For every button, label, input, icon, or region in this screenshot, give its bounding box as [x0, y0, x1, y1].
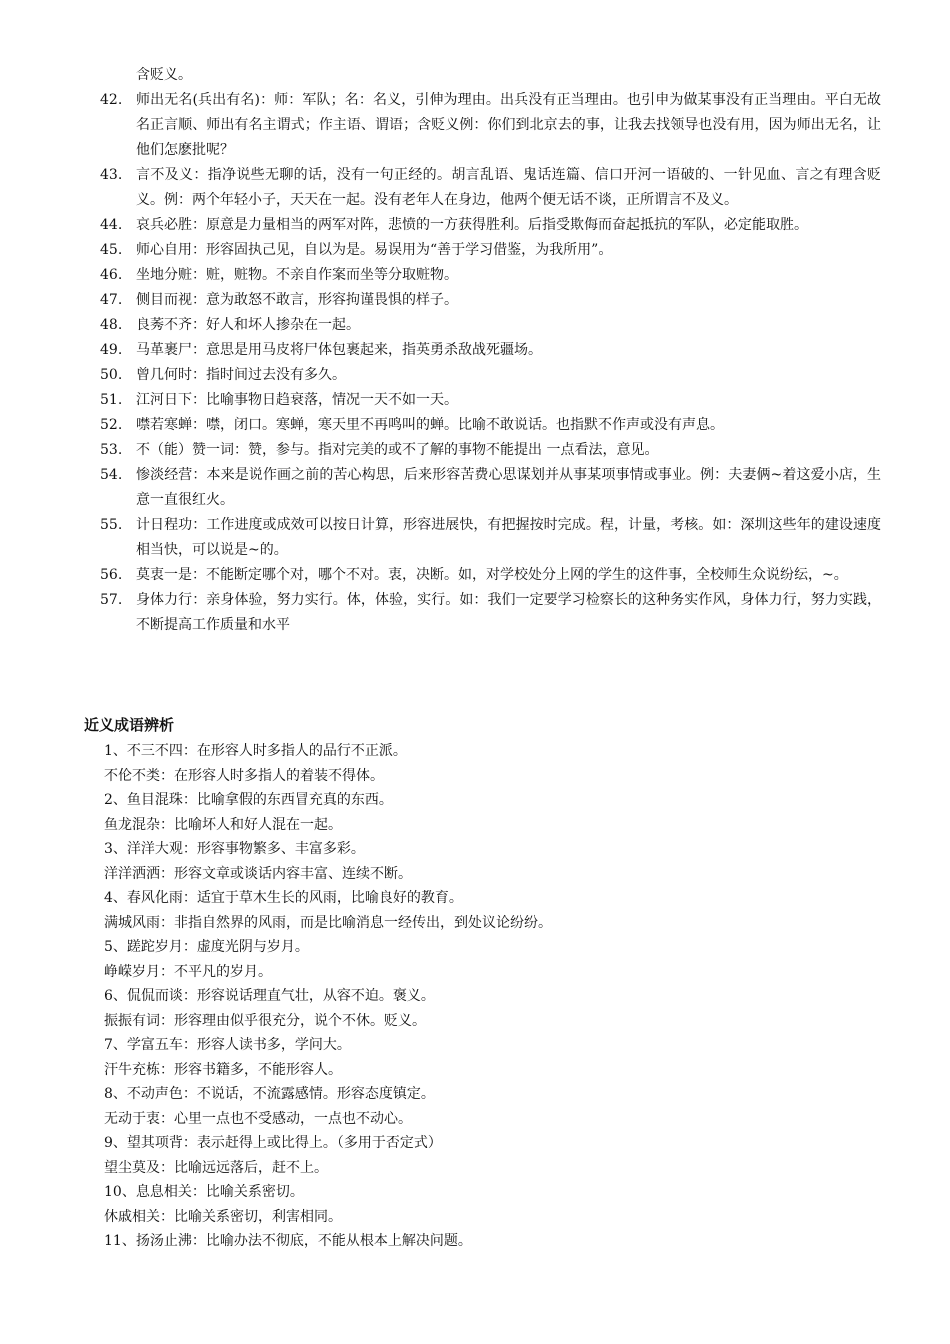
- entry-text: 惨淡经营：本来是说作画之前的苦心构思，后来形容苦费心思谋划并从事某项事情或事业。例：夫妻俩~着这爱小店，生意一直很红火。: [136, 467, 881, 508]
- entry-text: 莫衷一是：不能断定哪个对，哪个不对。衷，决断。如，对学校处分上网的学生的这件事，全校师生众说纷纭，~。: [136, 567, 848, 583]
- entry-text: 言不及义：指净说些无聊的话，没有一句正经的。胡言乱语、鬼话连篇、信口开河一语破的、一针见血、言之有理含贬义。例：两个年轻小子，天天在一起。没有老年人在身边，他两个便无话不谈，正所谓言不及义。: [136, 167, 881, 208]
- list-item: 满城风雨：非指自然界的风雨，而是比喻消息一经传出，到处议论纷纷。: [104, 914, 552, 931]
- entry-number: 52.: [100, 417, 123, 433]
- entry-continuation-text: 含贬义。: [136, 67, 192, 83]
- entry-number: 45.: [100, 242, 123, 258]
- entry-text: 江河日下：比喻事物日趋衰落，情况一天不如一天。: [136, 392, 458, 408]
- entry-text: 哀兵必胜：原意是力量相当的两军对阵，悲愤的一方获得胜利。后指受欺侮而奋起抵抗的军队，必定能取胜。: [136, 217, 808, 233]
- list-item: 5、蹉跎岁月：虚度光阴与岁月。: [104, 939, 309, 955]
- list-item: 11、扬汤止沸：比喻办法不彻底，不能从根本上解决问题。: [104, 1233, 472, 1249]
- entry-number: 56.: [100, 567, 123, 583]
- list-item: 休戚相关：比喻关系密切，利害相同。: [104, 1208, 342, 1225]
- entry-number: 46.: [100, 267, 123, 283]
- list-item: 振振有词：形容理由似乎很充分，说个不休。贬义。: [104, 1012, 426, 1029]
- list-item: 3、洋洋大观：形容事物繁多、丰富多彩。: [104, 841, 365, 857]
- entry-text: 侧目而视：意为敢怒不敢言，形容拘谨畏惧的样子。: [136, 292, 458, 308]
- entry-number: 48.: [100, 317, 123, 333]
- entry-text: 师心自用：形容固执己见，自以为是。易误用为“善于学习借鉴，为我所用”。: [136, 242, 613, 258]
- list-item: 4、春风化雨：适宜于草木生长的风雨，比喻良好的教育。: [104, 890, 463, 906]
- entry-number: 54.: [100, 467, 123, 483]
- list-item: [0, 163, 881, 213]
- list-item: 鱼龙混杂：比喻坏人和好人混在一起。: [104, 816, 342, 833]
- entry-text: 计日程功：工作进度或成效可以按日计算，形容进展快，有把握按时完成。程，计量，考核。如：深圳这些年的建设速度相当快，可以说是~的。: [136, 517, 881, 558]
- entry-text: 坐地分赃：赃，赃物。不亲自作案而坐等分取赃物。: [136, 267, 458, 283]
- entry-text: 曾几何时：指时间过去没有多久。: [136, 367, 346, 383]
- entry-number: 49.: [100, 342, 123, 358]
- list-item: 洋洋洒洒：形容文章或谈话内容丰富、连续不断。: [104, 865, 412, 882]
- section-title: 近义成语辨析: [84, 716, 175, 734]
- list-item: 2、鱼目混珠：比喻拿假的东西冒充真的东西。: [104, 792, 393, 808]
- list-item: 峥嵘岁月：不平凡的岁月。: [104, 963, 272, 980]
- list-item: [0, 238, 881, 263]
- list-item: 汗牛充栋：形容书籍多，不能形容人。: [104, 1061, 342, 1078]
- list-item: [0, 288, 881, 313]
- entry-number: 50.: [100, 367, 123, 383]
- entry-number: 51.: [100, 392, 123, 408]
- list-item: 无动于衷：心里一点也不受感动，一点也不动心。: [104, 1110, 412, 1127]
- list-item: [0, 363, 881, 388]
- list-item: [0, 588, 881, 638]
- list-item: 望尘莫及：比喻远远落后，赶不上。: [104, 1159, 328, 1176]
- list-item: [0, 438, 881, 463]
- entry-number: 55.: [100, 517, 123, 533]
- list-item: [0, 263, 881, 288]
- entry-text: 身体力行：亲身体验，努力实行。体，体验，实行。如：我们一定要学习检察长的这种务实作风，身体力行，努力实践，不断提高工作质量和水平: [136, 592, 881, 633]
- entry-number: 53.: [100, 442, 123, 458]
- list-item: 不伦不类：在形容人时多指人的着装不得体。: [104, 767, 384, 784]
- entry-number: 42.: [100, 92, 123, 108]
- entry-number: 57.: [100, 592, 123, 608]
- entry-number: 43.: [100, 167, 123, 183]
- list-item: [0, 388, 881, 413]
- entry-number: 44.: [100, 217, 123, 233]
- list-item: [0, 88, 881, 163]
- list-item: 7、学富五车：形容人读书多，学问大。: [104, 1037, 351, 1053]
- idiom-entry-list: [0, 62, 950, 638]
- list-item: [0, 563, 881, 588]
- list-item: [0, 213, 881, 238]
- entry-number: 47.: [100, 292, 123, 308]
- synonym-idiom-list: [0, 739, 950, 1254]
- list-item: 9、望其项背：表示赶得上或比得上。（多用于否定式）: [104, 1135, 442, 1151]
- list-item: 1、不三不四：在形容人时多指人的品行不正派。: [104, 743, 407, 759]
- list-item: [0, 513, 881, 563]
- list-item: 10、息息相关：比喻关系密切。: [104, 1184, 304, 1200]
- entry-text: 噤若寒蝉：噤，闭口。寒蝉，寒天里不再鸣叫的蝉。比喻不敢说话。也指默不作声或没有声息。: [136, 417, 724, 433]
- list-item: [0, 313, 881, 338]
- entry-text: 不（能）赞一词：赞，参与。指对完美的或不了解的事物不能提出 一点看法，意见。: [136, 442, 659, 458]
- entry-text: 良莠不齐：好人和坏人掺杂在一起。: [136, 317, 360, 333]
- list-item: [0, 463, 881, 513]
- list-item: 8、不动声色：不说话，不流露感情。形容态度镇定。: [104, 1086, 435, 1102]
- list-item: [0, 338, 881, 363]
- list-item: [0, 413, 881, 438]
- entry-text: 马革裹尸：意思是用马皮将尸体包裹起来，指英勇杀敌战死疆场。: [136, 342, 542, 358]
- list-item: 6、侃侃而谈：形容说话理直气壮，从容不迫。褒义。: [104, 988, 435, 1004]
- entry-text: 师出无名(兵出有名)：师：军队；名：名义，引伸为理由。出兵没有正当理由。也引申为做某事没有正当理由。平白无故名正言顺、师出有名主谓式；作主语、谓语；含贬义例：你们到北京去的事，让我去找领导也没有用，因为师出无名，让他们怎麽批呢？: [136, 92, 881, 158]
